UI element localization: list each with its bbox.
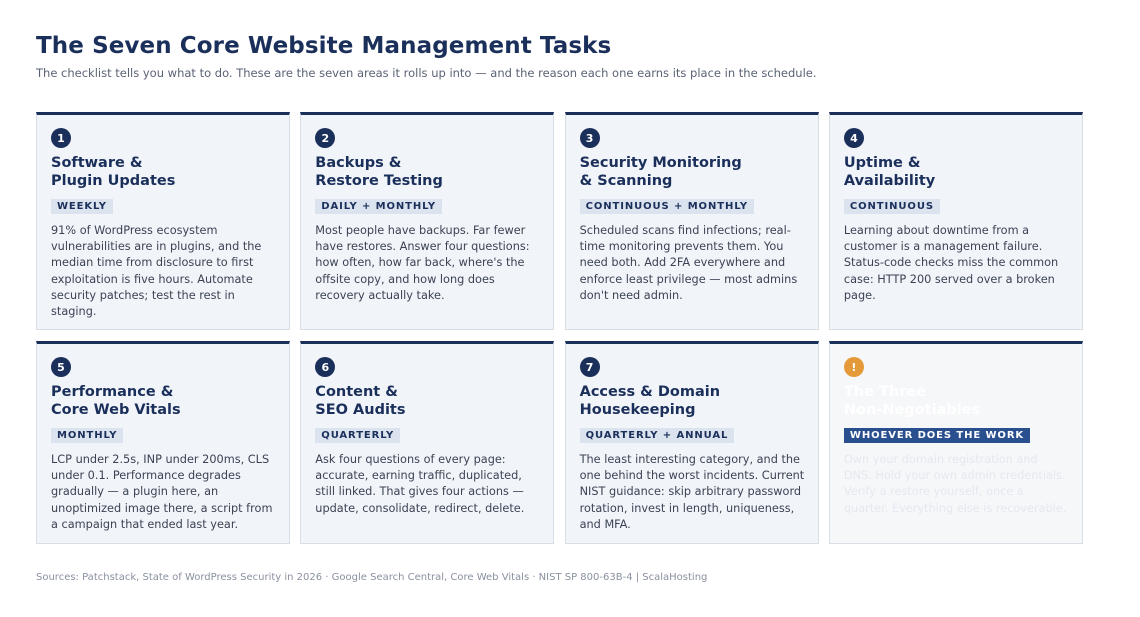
cadence-tag: QUARTERLY [315, 428, 400, 443]
task-title: Backups & Restore Testing [315, 155, 443, 189]
cadence-tag: CONTINUOUS [844, 199, 940, 214]
page-title: The Seven Core Website Management Tasks [36, 33, 612, 59]
note-title: The Three Non-Negotiables [843, 384, 981, 418]
task-number-badge: 1 [51, 128, 71, 148]
task-card-backups [300, 112, 554, 330]
task-number-badge: 5 [51, 357, 71, 377]
task-card-access-domain [565, 341, 819, 544]
task-title: Content & SEO Audits [315, 384, 406, 418]
non-negotiables-card [829, 341, 1083, 544]
note-description: Own your domain registration and DNS. Hold your own admin credentials. Verify a restore yourself, once a quarter. Everything else is recoverable. [843, 453, 1067, 515]
cadence-tag: CONTINUOUS + MONTHLY [580, 199, 754, 214]
cadence-tag: WEEKLY [51, 199, 113, 214]
task-card-performance [36, 341, 290, 544]
task-card-security [565, 112, 819, 330]
task-description: Ask four questions of every page: accurate, earning traffic, duplicated, still linked. That gives four actions — update, consolidate, redirect, delete. [315, 453, 525, 515]
task-title: Access & Domain Housekeeping [579, 384, 721, 418]
task-title: Uptime & Availability [843, 155, 936, 189]
cadence-tag: QUARTERLY + ANNUAL [580, 428, 735, 443]
task-number-badge: 2 [315, 128, 335, 148]
task-description: Learning about downtime from a customer is a management failure. Status-code checks miss the common case: HTTP 200 served over a broken page. [843, 224, 1059, 302]
task-card-software-updates [36, 112, 290, 330]
cadence-tag: DAILY + MONTHLY [315, 199, 442, 214]
task-number-badge: 3 [580, 128, 600, 148]
task-title: Software & Plugin Updates [51, 155, 176, 189]
sources-footnote: Sources: Patchstack, State of WordPress Security in 2026 · Google Search Central, Core Web Vitals · NIST SP 800-63B-4 | ScalaHosting [36, 572, 708, 583]
task-card-grid [36, 112, 1083, 544]
task-description: 91% of WordPress ecosystem vulnerabilities are in plugins, and the median time from disclosure to first exploitation is five hours. Automate security patches; test the rest in staging. [51, 224, 262, 319]
alert-icon: ! [844, 357, 864, 377]
task-title: Performance & Core Web Vitals [51, 384, 181, 418]
task-title: Security Monitoring & Scanning [579, 155, 742, 189]
task-number-badge: 6 [315, 357, 335, 377]
task-number-badge: 4 [844, 128, 864, 148]
task-description: The least interesting category, and the one behind the worst incidents. Current NIST guidance: skip arbitrary password rotation, invest in length, uniqueness, and MFA. [579, 453, 805, 531]
task-number-badge: 7 [580, 357, 600, 377]
owner-tag: WHOEVER DOES THE WORK [844, 428, 1030, 443]
page-subtitle: The checklist tells you what to do. These are the seven areas it rolls up into — and the reason each one earns its place in the schedule. [36, 66, 817, 80]
task-description: Most people have backups. Far fewer have restores. Answer four questions: how often, how far back, where's the offsite copy, and how long does recovery actually take. [315, 224, 530, 302]
task-description: Scheduled scans find infections; real-time monitoring prevents them. You need both. Add 2FA everywhere and enforce least privilege — most admins don't need admin. [579, 224, 798, 302]
task-description: LCP under 2.5s, INP under 200ms, CLS under 0.1. Performance degrades gradually — a plugin here, an unoptimized image there, a script from a campaign that ended last year. [51, 453, 273, 531]
cadence-tag: MONTHLY [51, 428, 123, 443]
task-card-content-seo [300, 341, 554, 544]
task-card-uptime [829, 112, 1083, 330]
